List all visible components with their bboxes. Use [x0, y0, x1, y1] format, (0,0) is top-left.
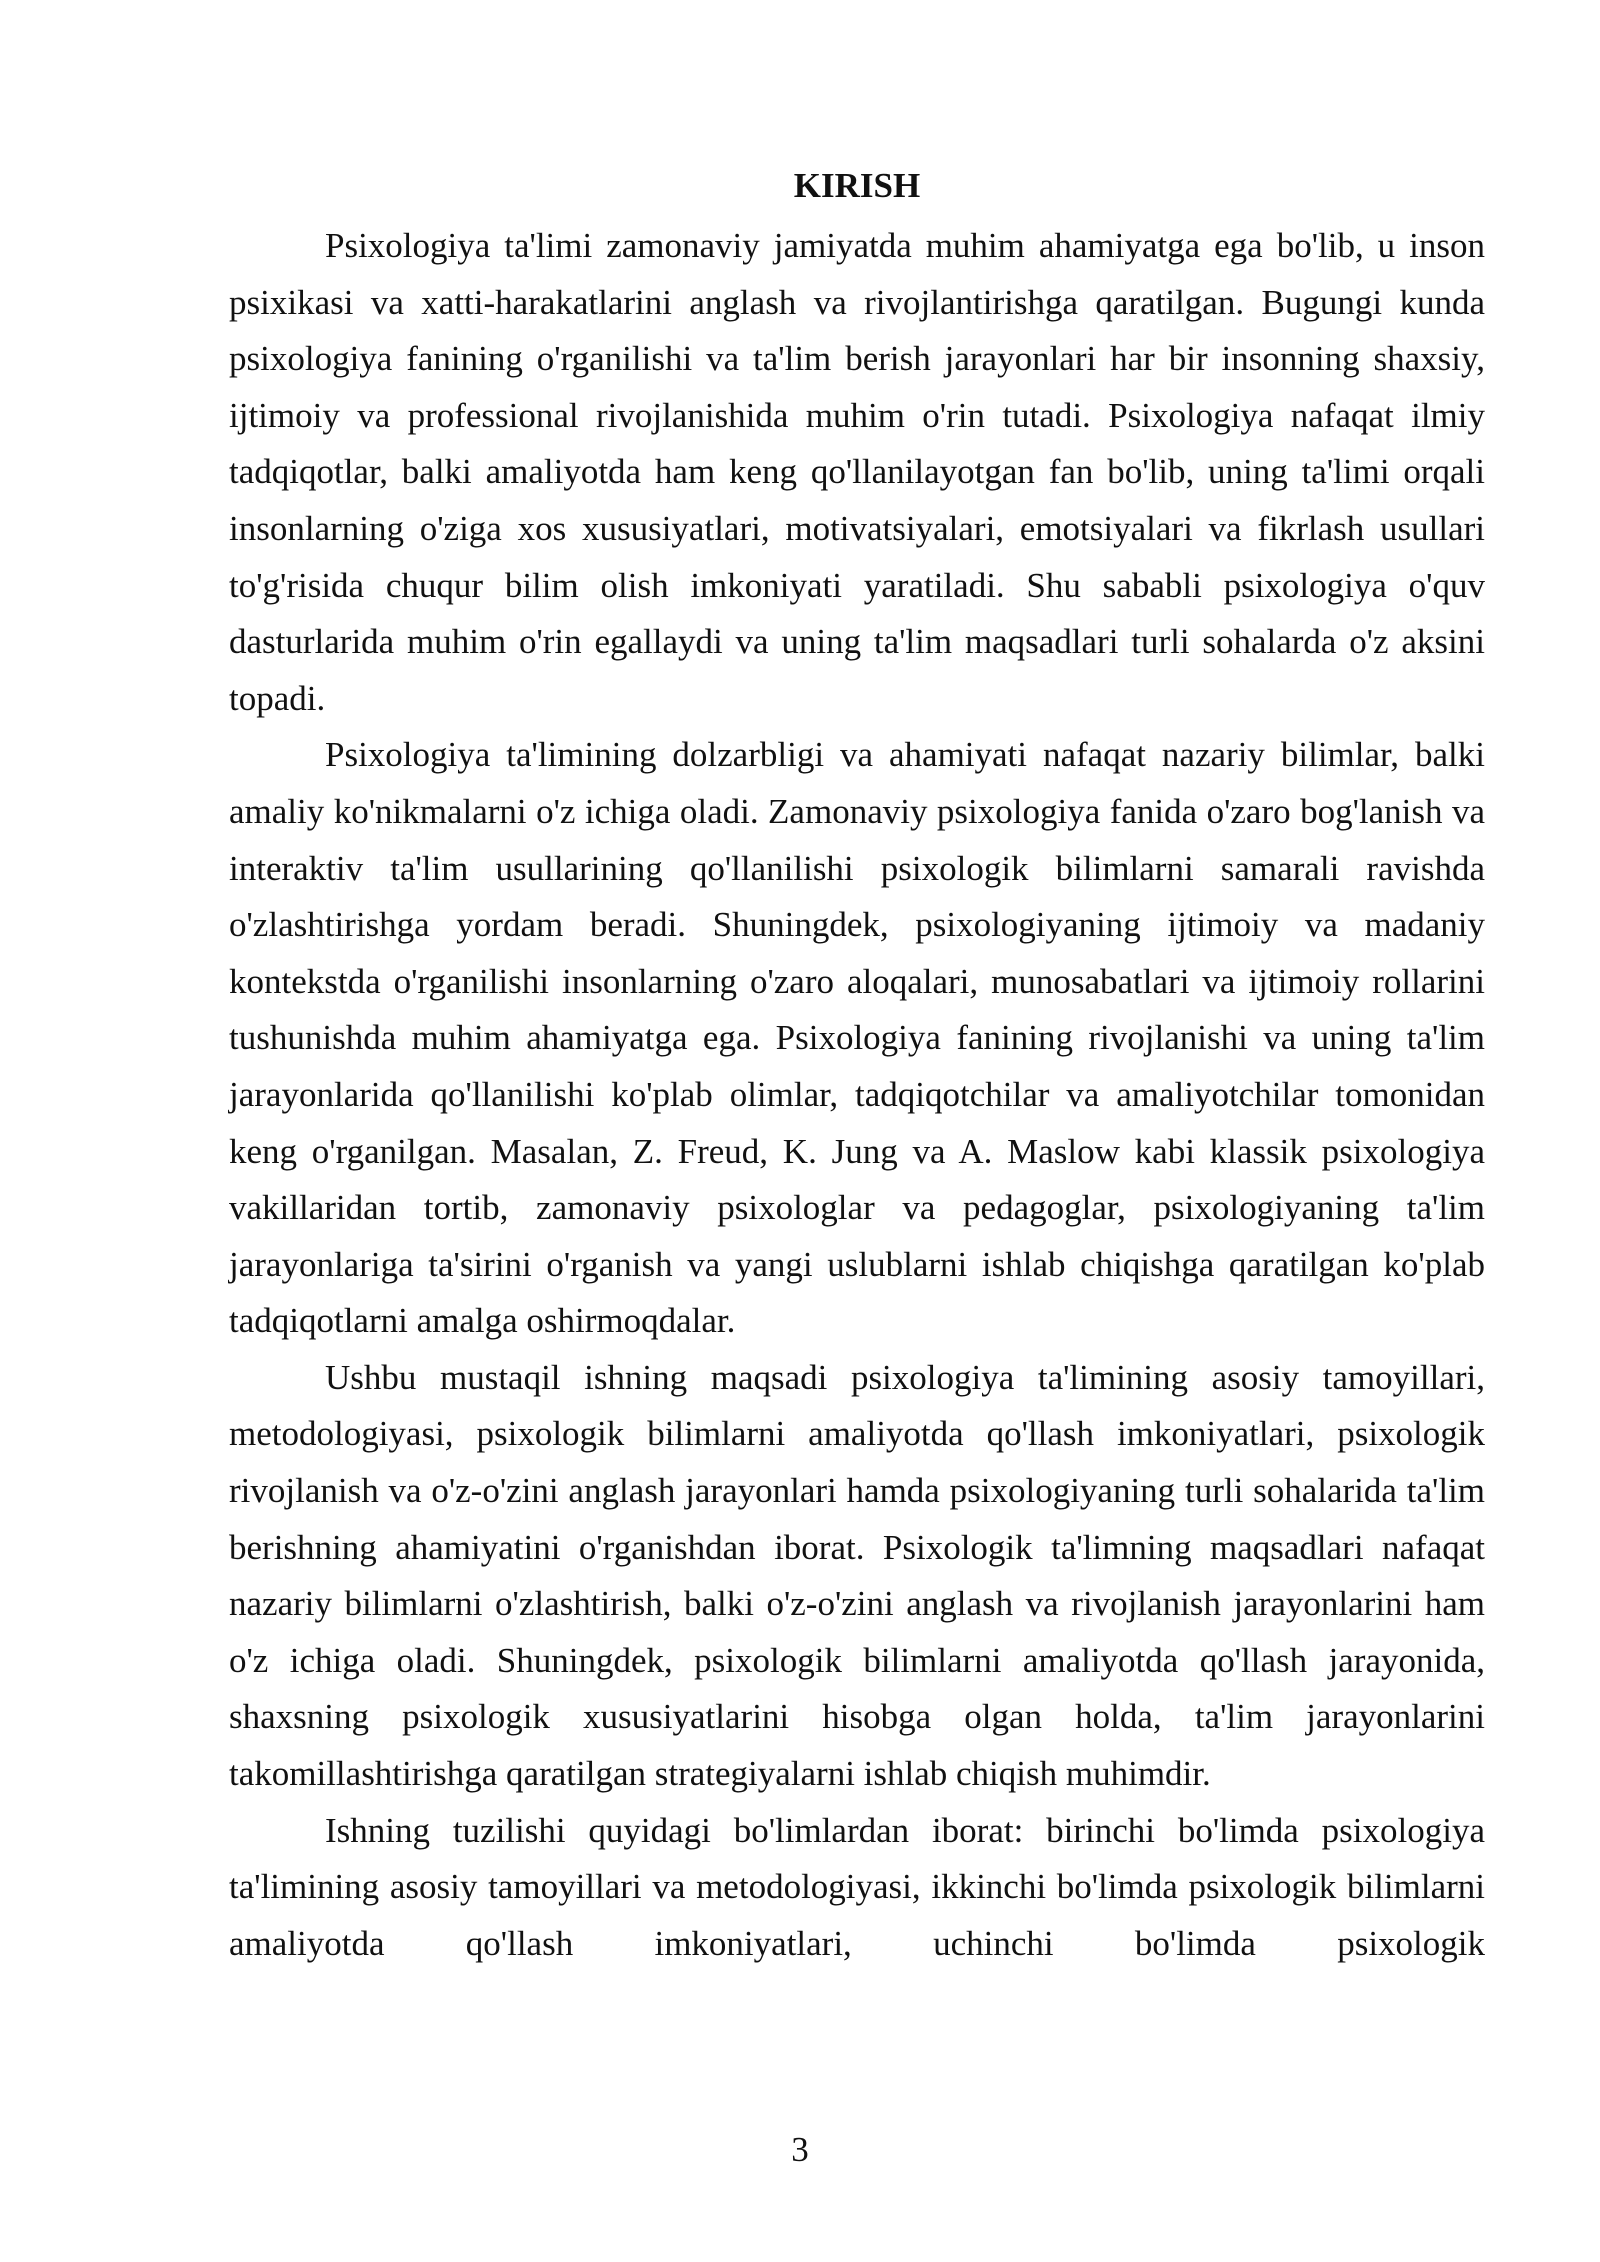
- page-content: [229, 163, 1485, 1972]
- paragraph-3: Ushbu mustaqil ishning maqsadi psixologiya ta'limining asosiy tamoyillari, metodologiyasi, psixologik bilimlarni amaliyotda qo'llash imkoniyatlari, psixologik rivojlanish va o'z-o'zini anglash jarayonlari hamda psixologiyaning turli sohalarida ta'lim berishning ahamiyatini o'rganishdan iborat. Psixologik ta'limning maqsadlari nafaqat nazariy bilimlarni o'zlashtirish, balki o'z-o'zini anglash va rivojlanish jarayonlarini ham o'z ichiga oladi. Shuningdek, psixologik bilimlarni amaliyotda qo'llash jarayonida, shaxsning psixologik xususiyatlarini hisobga olgan holda, ta'lim jarayonlarini takomillashtirishga qaratilgan strategiyalarni ishlab chiqish muhimdir.: [229, 1357, 1485, 1794]
- paragraph-2: Psixologiya ta'limining dolzarbligi va ahamiyati nafaqat nazariy bilimlar, balki amaliy ko'nikmalarni o'z ichiga oladi. Zamonaviy psixologiya fanida o'zaro bog'lanish va interaktiv ta'lim usullarining qo'llanilishi psixologik bilimlarni samarali ravishda o'zlashtirishga yordam beradi. Shuningdek, psixologiyaning ijtimoiy va madaniy kontekstda o'rganilishi insonlarning o'zaro aloqalari, munosabatlari va ijtimoiy rollarini tushunishda muhim ahamiyatga ega. Psixologiya fanining rivojlanishi va uning ta'lim jarayonlarida qo'llanilishi ko'plab olimlar, tadqiqotchilar va amaliyotchilar tomonidan keng o'rganilgan. Masalan, Z. Freud, K. Jung va A. Maslow kabi klassik psixologiya vakillaridan tortib, zamonaviy psixologlar va pedagoglar, psixologiyaning ta'lim jarayonlariga ta'sirini o'rganish va yangi uslublarni ishlab chiqishga qaratilgan ko'plab tadqiqotlarni amalga oshirmoqdalar.: [229, 735, 1485, 1341]
- page-title: KIRISH: [793, 166, 921, 205]
- page-number: 3: [791, 2130, 809, 2169]
- paragraph-1: Psixologiya ta'limi zamonaviy jamiyatda muhim ahamiyatga ega bo'lib, u inson psixikasi va xatti-harakatlarini anglash va rivojlantirishga qaratilgan. Bugungi kunda psixologiya fanining o'rganilishi va ta'lim berish jarayonlari har bir insonning shaxsiy, ijtimoiy va professional rivojlanishida muhim o'rin tutadi. Psixologiya nafaqat ilmiy tadqiqotlar, balki amaliyotda ham keng qo'llanilayotgan fan bo'lib, uning ta'limi orqali insonlarning o'ziga xos xususiyatlari, motivatsiyalari, emotsiyalari va fikrlash usullari to'g'risida chuqur bilim olish imkoniyati yaratiladi. Shu sababli psixologiya o'quv dasturlarida muhim o'rin egallaydi va uning ta'lim maqsadlari turli sohalarda o'z aksini topadi.: [229, 226, 1485, 718]
- paragraph-4: Ishning tuzilishi quyidagi bo'limlardan iborat: birinchi bo'limda psixologiya ta'limining asosiy tamoyillari va metodologiyasi, ikkinchi bo'limda psixologik bilimlarni amaliyotda qo'llash imkoniyatlari, uchinchi bo'limda psixologik: [229, 1810, 1485, 1963]
